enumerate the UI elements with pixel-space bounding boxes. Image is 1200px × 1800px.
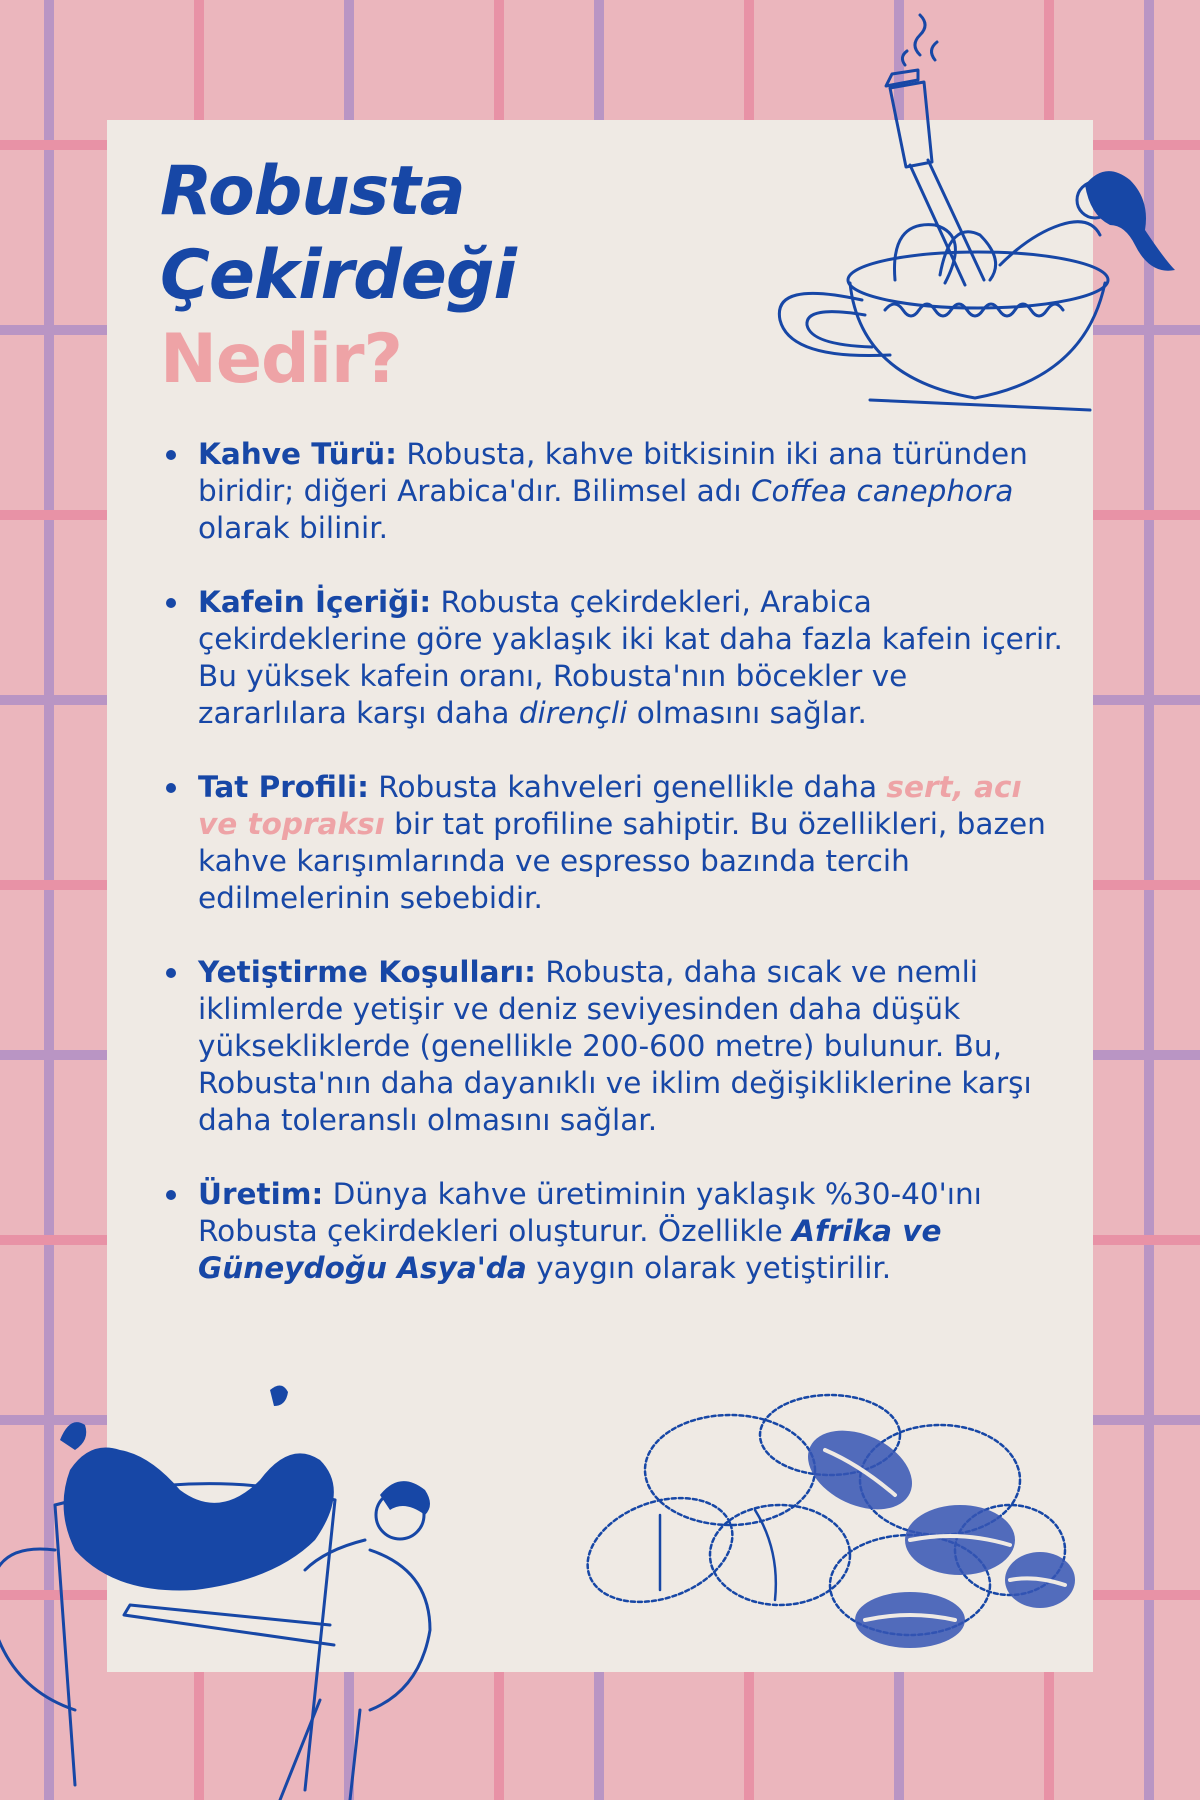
item-italic-text: dirençli — [518, 696, 628, 730]
info-list — [160, 436, 1065, 1324]
woman-in-coffee-cup-illustration — [770, 15, 1180, 425]
item-text: olarak bilinir. — [198, 511, 388, 545]
item-highlight-text: sert, acı ve topraksı — [198, 770, 1022, 841]
list-item-kahve-turu — [160, 436, 1065, 547]
bullet-icon — [166, 968, 176, 978]
coffee-beans-pile-illustration — [580, 1390, 1080, 1650]
item-text: Dünya kahve üretiminin yaklaşık %30-40'ını Robusta çekirdekleri oluşturur. Özellikle — [198, 1177, 982, 1248]
item-italic-text: Coffea canephora — [750, 474, 1014, 508]
list-item-uretim — [160, 1176, 1065, 1287]
item-text: Robusta, kahve bitkisinin iki ana türünden biridir; diğeri Arabica'dır. Bilimsel adı — [198, 437, 1028, 508]
bullet-icon — [166, 1190, 176, 1200]
item-highlight-text: Afrika ve Güneydoğu Asya'da — [198, 1214, 942, 1285]
item-text: Robusta, daha sıcak ve nemli iklimlerde yetişir ve deniz seviyesinden daha düşük yüksekliklerde (genellikle 200-600 metre) bulunur. Bu, Robusta'nın daha dayanıklı ve iklim değişikliklerine karşı daha toleranslı olmasını sağlar. — [198, 955, 1032, 1137]
item-label: Kahve Türü: — [198, 437, 397, 471]
item-label: Yetiştirme Koşulları: — [198, 955, 536, 989]
list-item-tat-profili — [160, 769, 1065, 917]
list-item-yetistirme-kosullari — [160, 954, 1065, 1139]
bullet-icon — [166, 598, 176, 608]
page-title — [160, 150, 516, 402]
item-text: olmasını sağlar. — [627, 696, 867, 730]
item-text: yaygın olarak yetiştirilir. — [526, 1251, 892, 1285]
bullet-icon — [166, 450, 176, 460]
title-line-2: Çekirdeği — [160, 236, 516, 315]
item-label: Kafein İçeriği: — [198, 585, 432, 619]
item-text: bir tat profiline sahiptir. Bu özellikleri, bazen kahve karışımlarında ve espresso bazında tercih edilmelerinin sebebidir. — [198, 807, 1046, 915]
bullet-icon — [166, 783, 176, 793]
item-text: Robusta çekirdekleri, Arabica çekirdeklerine göre yaklaşık iki kat daha fazla kafein içerir. Bu yüksek kafein oranı, Robusta'nın böcekler ve zararlılara karşı daha — [198, 585, 1063, 730]
item-label: Tat Profili: — [198, 770, 369, 804]
title-line-3: Nedir? — [160, 320, 402, 399]
item-text: Robusta kahveleri genellikle daha — [368, 770, 887, 804]
title-line-1: Robusta — [160, 152, 465, 231]
item-label: Üretim: — [198, 1177, 324, 1211]
man-holding-splashing-cup-illustration — [0, 1400, 460, 1800]
list-item-kafein-icerigi — [160, 584, 1065, 732]
